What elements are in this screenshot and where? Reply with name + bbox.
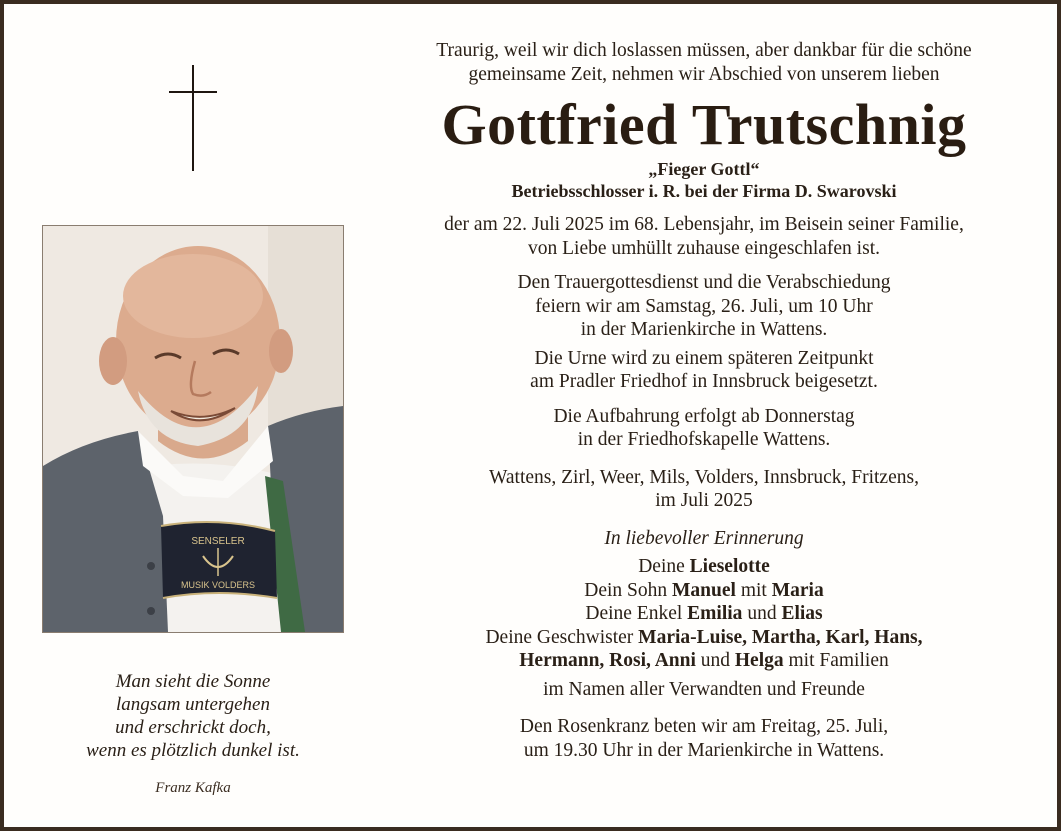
death-line: der am 22. Juli 2025 im 68. Lebensjahr, im Beisein seiner Familie, [444,214,964,235]
family-line: Hermann, Rosi, Anni und Helga mit Familien [519,650,889,671]
portrait-photo [42,225,344,633]
place-line: Wattens, Zirl, Weer, Mils, Volders, Innsbruck, Fritzens, [489,466,919,488]
rosary-line: Den Rosenkranz beten wir am Freitag, 25. Juli, [519,716,889,737]
occupation: Betriebsschlosser i. R. bei der Firma D. Swarovski [511,181,897,201]
service-line: feiern wir am Samstag, 26. Juli, um 10 Uhr [535,295,873,317]
urn-line: am Pradler Friedhof in Innsbruck beigesetzt. [530,371,878,392]
service-line: Den Trauergottesdienst und die Verabschiedung [517,272,891,293]
svg-text:MUSIK VOLDERS: MUSIK VOLDERS [180,580,256,590]
svg-text:SENSELER: SENSELER [191,536,245,547]
viewing-line: in der Friedhofskapelle Wattens. [577,429,831,450]
death-line: von Liebe umhüllt zuhause eingeschlafen ist. [528,237,880,259]
quote-line: langsam untergehen [116,694,270,715]
cross-icon [169,65,217,171]
quote-line: Man sieht die Sonne [115,671,271,692]
intro-line: gemeinsame Zeit, nehmen wir Abschied von unserem lieben [468,63,940,85]
family-line: Deine Geschwister Maria-Luise, Martha, Karl, Hans, [485,626,923,648]
family-line: Dein Sohn Manuel mit Maria [584,579,824,601]
place-line: im Juli 2025 [655,490,753,511]
quote-author: Franz Kafka [155,780,231,796]
family-line: Deine Lieselotte [638,556,770,577]
urn-line: Die Urne wird zu einem späteren Zeitpunkt [534,347,874,369]
viewing-line: Die Aufbahrung erfolgt ab Donnerstag [553,405,855,427]
intro-line: Traurig, weil wir dich loslassen müssen, aber dankbar für die schöne [436,40,972,61]
remembrance: In liebevoller Erinnerung [604,527,804,549]
service-line: in der Marienkirche in Wattens. [580,319,828,340]
quote-line: und erschrickt doch, [115,717,271,738]
quote-line: wenn es plötzlich dunkel ist. [86,740,300,761]
relatives-line: im Namen aller Verwandten und Freunde [543,678,865,700]
quote [42,670,344,762]
obituary-text [374,39,1034,762]
rosary-line: um 19.30 Uhr in der Marienkirche in Wattens. [523,739,885,761]
deceased-name: Gottfried Trutschnig [441,92,967,157]
family-line: Deine Enkel Emilia und Elias [585,603,823,624]
nickname: „Fieger Gottl“ [648,159,760,179]
